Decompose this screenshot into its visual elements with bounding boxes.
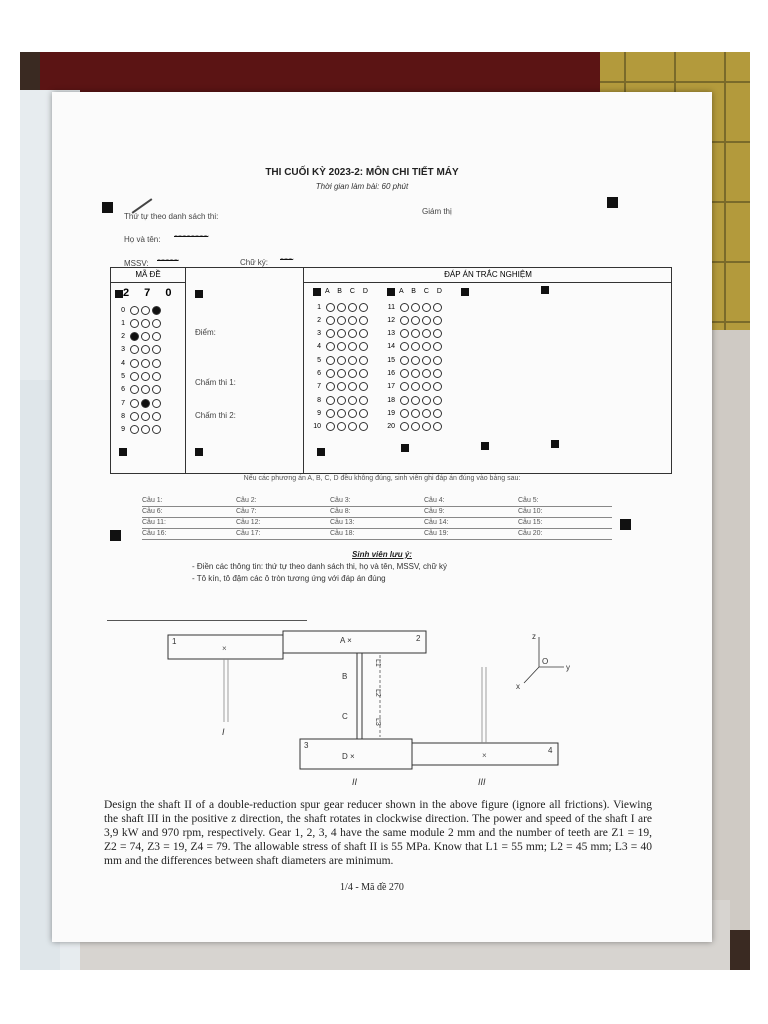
answer-bubble[interactable] — [400, 422, 409, 431]
code-bubble[interactable] — [141, 319, 150, 328]
bottom-marker-5 — [481, 442, 489, 450]
answer-row — [311, 407, 368, 419]
code-bubble-row — [115, 384, 161, 396]
code-bubble-row — [115, 397, 161, 409]
answer-row — [311, 341, 368, 353]
question-number: 20 — [387, 423, 395, 431]
answer-row — [311, 314, 368, 326]
registration-square-tr — [607, 197, 618, 208]
l1-label: L1 — [374, 659, 381, 667]
code-bubble[interactable] — [130, 359, 139, 368]
answer-bubble[interactable] — [337, 422, 346, 431]
svg-text:×: × — [482, 751, 487, 760]
answer-bubble[interactable] — [337, 396, 346, 405]
dapan-header: ĐÁP ÁN TRẮC NGHIỆM — [303, 268, 672, 283]
exam-code-digits: 2 7 0 — [123, 287, 178, 299]
answer-bubble[interactable] — [337, 303, 346, 312]
answer-bubble[interactable] — [359, 422, 368, 431]
chamthi2-label: Chấm thi 2: — [195, 411, 236, 420]
code-bubble[interactable] — [130, 332, 139, 341]
answer-bubble[interactable] — [433, 356, 442, 365]
l2-label: L2 — [374, 689, 381, 697]
answer-bubble[interactable] — [348, 329, 357, 338]
answer-bubble[interactable] — [337, 329, 346, 338]
bottom-marker-1 — [119, 448, 127, 456]
answer-bubble[interactable] — [326, 382, 335, 391]
answer-bubble[interactable] — [400, 342, 409, 351]
svg-text:×: × — [222, 644, 227, 653]
code-bubble[interactable] — [152, 385, 161, 394]
answer-bubble[interactable] — [400, 303, 409, 312]
answer-row — [385, 341, 442, 353]
code-bubble[interactable] — [130, 425, 139, 434]
code-row-number: 7 — [121, 399, 125, 407]
question-number: 16 — [387, 370, 395, 377]
cau-cell[interactable]: Câu 3: — [330, 497, 351, 504]
code-bubble[interactable] — [152, 306, 161, 315]
answer-row — [311, 301, 368, 313]
answer-row — [385, 421, 442, 433]
answer-row — [385, 301, 442, 313]
question-number: 11 — [387, 303, 395, 311]
question-number: 5 — [317, 356, 321, 364]
cau-cell[interactable]: Câu 15: — [518, 519, 543, 526]
grid-divider-1 — [185, 282, 186, 473]
code-bubble[interactable] — [152, 412, 161, 421]
answer-bubble[interactable] — [337, 316, 346, 325]
answer-bubble[interactable] — [400, 329, 409, 338]
order-label: Thứ tự theo danh sách thi: — [124, 212, 219, 221]
question-number: 6 — [317, 370, 321, 377]
code-row-number: 1 — [121, 319, 125, 327]
answer-bubble[interactable] — [433, 303, 442, 312]
gear-4-label: 4 — [548, 746, 553, 755]
axis-y-label: y — [566, 663, 570, 672]
code-bubble[interactable] — [152, 319, 161, 328]
cau-cell[interactable]: Câu 18: — [330, 530, 355, 537]
answer-row — [385, 354, 442, 366]
question-number: 1 — [317, 303, 321, 311]
answer-marker-1 — [313, 288, 321, 296]
code-bubble[interactable] — [152, 359, 161, 368]
answer-bubble[interactable] — [348, 396, 357, 405]
code-bubble[interactable] — [141, 345, 150, 354]
code-bubble[interactable] — [141, 306, 150, 315]
code-bubble[interactable] — [141, 412, 150, 421]
answer-bubble[interactable] — [422, 316, 431, 325]
cau-cell[interactable]: Câu 12: — [236, 519, 261, 526]
answer-marker-2 — [387, 288, 395, 296]
code-row-number: 5 — [121, 373, 125, 380]
answer-bubble[interactable] — [337, 342, 346, 351]
answer-bubble[interactable] — [400, 409, 409, 418]
code-bubble[interactable] — [141, 399, 150, 408]
answer-bubble[interactable] — [400, 369, 409, 378]
answer-bubble[interactable] — [326, 303, 335, 312]
table-row — [142, 507, 612, 518]
point-d-label: D × — [342, 752, 355, 761]
code-bubble[interactable] — [130, 345, 139, 354]
question-number: 18 — [387, 396, 395, 404]
answer-bubble[interactable] — [400, 382, 409, 391]
answer-bubble[interactable] — [433, 369, 442, 378]
answer-bubble[interactable] — [326, 316, 335, 325]
code-bubble[interactable] — [130, 412, 139, 421]
answer-bubble[interactable] — [348, 382, 357, 391]
answer-bubble[interactable] — [348, 316, 357, 325]
answer-bubble[interactable] — [348, 356, 357, 365]
registration-square-mr — [620, 519, 631, 530]
problem-statement: Design the shaft II of a double-reduction spur gear reducer shown in the above figure (ignore all frictions). Viewing the shaft III in the positive z direction, the shaft rotates in clockwise direction. The power and speed of the shaft I are 3,9 kW and 970 rpm, respectively. Gear 1, 2, 3, 4 have the same module 2 mm and the number of teeth are Z1 = 19, Z2 = 74, Z3 = 19, Z4 = 79. The allowable stress of shaft II is 55 MPa. Know that L1 = 55 mm; L2 = 45 mm; L3 = 40 mm and the differences between shaft diameters are minimum. — [104, 799, 652, 867]
question-number: 12 — [387, 316, 395, 324]
answer-bubble[interactable] — [359, 329, 368, 338]
answer-bubble[interactable] — [400, 356, 409, 365]
question-number: 13 — [387, 330, 395, 338]
answer-bubble[interactable] — [337, 369, 346, 378]
cau-cell[interactable]: Câu 1: — [142, 497, 163, 504]
answer-bubble[interactable] — [400, 396, 409, 405]
answer-bubble[interactable] — [348, 342, 357, 351]
answer-bubble[interactable] — [433, 342, 442, 351]
answer-bubble[interactable] — [337, 356, 346, 365]
answer-row — [385, 407, 442, 419]
answer-bubble[interactable] — [422, 303, 431, 312]
code-bubble[interactable] — [152, 372, 161, 381]
code-bubble-row — [115, 357, 161, 369]
answer-row — [311, 354, 368, 366]
answer-bubble[interactable] — [411, 356, 420, 365]
axis-z-label: z — [532, 632, 536, 641]
answer-bubble[interactable] — [411, 303, 420, 312]
answer-bubble[interactable] — [411, 342, 420, 351]
cau-cell[interactable]: Câu 11: — [142, 519, 166, 526]
answer-bubble[interactable] — [337, 409, 346, 418]
shaft-2-label: II — [352, 777, 358, 787]
separator-line — [107, 620, 307, 621]
answer-sheet-grid — [110, 267, 672, 474]
answer-bubble[interactable] — [359, 396, 368, 405]
answer-bubble[interactable] — [422, 369, 431, 378]
table-row — [142, 518, 612, 529]
answer-bubble[interactable] — [411, 422, 420, 431]
code-row-number: 8 — [121, 412, 125, 420]
cau-cell[interactable]: Câu 8: — [330, 508, 351, 515]
question-number: 15 — [387, 356, 395, 364]
question-number: 19 — [387, 409, 395, 417]
code-bubble-row — [115, 344, 161, 356]
code-row-number: 0 — [121, 306, 125, 314]
code-bubble[interactable] — [141, 372, 150, 381]
answer-bubble[interactable] — [400, 316, 409, 325]
answer-bubble[interactable] — [359, 382, 368, 391]
cau-cell[interactable]: Câu 5: — [518, 497, 539, 504]
answer-bubble[interactable] — [433, 382, 442, 391]
cau-cell[interactable]: Câu 2: — [236, 497, 257, 504]
answer-bubble[interactable] — [326, 329, 335, 338]
code-bubble[interactable] — [130, 319, 139, 328]
answer-bubble[interactable] — [359, 369, 368, 378]
question-number: 2 — [317, 316, 321, 324]
gear-1-label: 1 — [172, 637, 177, 646]
cau-cell[interactable]: Câu 9: — [424, 508, 445, 515]
question-number: 14 — [387, 343, 395, 351]
answer-bubble[interactable] — [348, 409, 357, 418]
cau-cell[interactable]: Câu 20: — [518, 530, 543, 537]
bottom-marker-2 — [195, 448, 203, 456]
cau-cell[interactable]: Câu 6: — [142, 508, 163, 515]
page-footer: 1/4 - Mã đề 270 — [340, 882, 404, 893]
choice-letters-right: A B C D — [399, 288, 445, 295]
cau-cell[interactable]: Câu 19: — [424, 530, 449, 537]
point-c-label: C — [342, 712, 348, 721]
question-number: 7 — [317, 383, 321, 391]
answer-bubble[interactable] — [433, 329, 442, 338]
code-marker-square — [115, 290, 123, 298]
gear-2-rect — [283, 631, 426, 653]
bottom-marker-4 — [401, 444, 409, 452]
code-bubble[interactable] — [130, 372, 139, 381]
registration-square-ml — [110, 530, 121, 541]
axis-x-line — [524, 667, 539, 683]
chamthi1-label: Chấm thi 1: — [195, 378, 236, 387]
code-bubble[interactable] — [130, 385, 139, 394]
answer-bubble[interactable] — [433, 409, 442, 418]
registration-square-tl — [102, 202, 113, 213]
gear-3-label: 3 — [304, 741, 309, 750]
shaft-3-label: III — [478, 777, 486, 787]
answer-bubble[interactable] — [326, 422, 335, 431]
proctor-label: Giám thị — [422, 207, 452, 216]
answer-bubble[interactable] — [422, 409, 431, 418]
question-number: 3 — [317, 330, 321, 338]
bottom-marker-3 — [317, 448, 325, 456]
cau-cell[interactable]: Câu 10: — [518, 508, 543, 515]
answer-row — [311, 368, 368, 380]
answer-bubble[interactable] — [359, 342, 368, 351]
answer-bubble[interactable] — [359, 303, 368, 312]
gear-reducer-diagram — [152, 627, 572, 792]
answer-bubble[interactable] — [348, 369, 357, 378]
axis-x-label: x — [516, 682, 520, 691]
answer-row — [311, 421, 368, 433]
code-row-number: 3 — [121, 346, 125, 354]
mssv-label: MSSV: — [124, 259, 149, 268]
axis-o-label: O — [542, 657, 549, 666]
answer-bubble[interactable] — [422, 422, 431, 431]
answer-bubble[interactable] — [411, 316, 420, 325]
code-row-number: 2 — [121, 333, 125, 341]
answer-bubble[interactable] — [422, 382, 431, 391]
l3-label: L3 — [374, 718, 381, 726]
answer-bubble[interactable] — [359, 316, 368, 325]
cau-cell[interactable]: Câu 13: — [330, 519, 355, 526]
instruction-line: Nếu các phương án A, B, C, D đều không đúng, sinh viên ghi đáp án đúng vào bảng sau: — [243, 475, 521, 482]
answer-row — [385, 381, 442, 393]
question-number: 10 — [313, 423, 321, 431]
code-bubble[interactable] — [130, 399, 139, 408]
choice-letters-left: A B C D — [325, 288, 371, 295]
table-row — [142, 496, 612, 507]
answer-bubble[interactable] — [411, 396, 420, 405]
answer-row — [385, 394, 442, 406]
exam-paper — [52, 92, 712, 942]
answer-bubble[interactable] — [433, 422, 442, 431]
code-bubble[interactable] — [141, 332, 150, 341]
gear-3-rect — [300, 739, 412, 769]
answer-bubble[interactable] — [411, 382, 420, 391]
code-bubble[interactable] — [152, 399, 161, 408]
answer-row — [311, 328, 368, 340]
answer-row — [311, 394, 368, 406]
code-bubble[interactable] — [152, 332, 161, 341]
code-bubble[interactable] — [141, 385, 150, 394]
gear-2-label: 2 — [416, 634, 421, 643]
answer-bubble[interactable] — [359, 356, 368, 365]
answer-row — [311, 381, 368, 393]
name-scribble: ~~~~~~~~ — [174, 231, 209, 241]
diem-label: Điểm: — [195, 328, 216, 337]
answer-bubble[interactable] — [337, 382, 346, 391]
question-number: 8 — [317, 396, 321, 404]
answer-bubble[interactable] — [433, 316, 442, 325]
code-row-number: 9 — [121, 426, 125, 434]
answer-row — [385, 314, 442, 326]
point-b-label: B — [342, 672, 348, 681]
answer-bubble[interactable] — [326, 396, 335, 405]
cau-cell[interactable]: Câu 17: — [236, 530, 261, 537]
grid-divider-2 — [303, 282, 304, 473]
mssv-scribble: ~~~~~ — [157, 255, 179, 265]
note-line-1: - Điền các thông tin: thứ tự theo danh sách thi, họ và tên, MSSV, chữ ký — [192, 562, 448, 571]
code-bubble[interactable] — [152, 345, 161, 354]
shaft-1-label: I — [222, 727, 225, 737]
answer-bubble[interactable] — [411, 409, 420, 418]
exam-title: THI CUỐI KỲ 2023-2: MÔN CHI TIẾT MÁY — [265, 167, 459, 178]
bottom-marker-6 — [551, 440, 559, 448]
answer-row — [385, 368, 442, 380]
answer-marker-3 — [461, 288, 469, 296]
cau-cell[interactable]: Câu 14: — [424, 519, 449, 526]
answer-bubble[interactable] — [422, 329, 431, 338]
code-row-number: 4 — [121, 359, 125, 367]
answer-bubble[interactable] — [422, 396, 431, 405]
signature-scribble: ~~~ — [280, 254, 293, 264]
answer-correction-table — [142, 496, 612, 540]
code-bubble[interactable] — [130, 306, 139, 315]
answer-bubble[interactable] — [326, 409, 335, 418]
question-number: 9 — [317, 409, 321, 417]
answer-bubble[interactable] — [359, 409, 368, 418]
question-number: 17 — [387, 383, 395, 391]
answer-bubble[interactable] — [326, 356, 335, 365]
answer-bubble[interactable] — [348, 422, 357, 431]
answer-marker-4 — [541, 286, 549, 294]
made-header: MÃ ĐỀ — [111, 268, 186, 283]
answer-bubble[interactable] — [326, 342, 335, 351]
answer-bubble[interactable] — [411, 369, 420, 378]
answer-bubble[interactable] — [422, 356, 431, 365]
answer-bubble[interactable] — [433, 396, 442, 405]
code-bubble[interactable] — [152, 425, 161, 434]
answer-bubble[interactable] — [326, 369, 335, 378]
note-line-2: - Tô kín, tô đậm các ô tròn tương ứng với đáp án đúng — [192, 574, 386, 583]
code-bubble-row — [115, 331, 161, 343]
signature-label: Chữ ký: — [240, 258, 269, 267]
exam-subtitle: Thời gian làm bài: 60 phút — [315, 182, 409, 191]
note-title: Sinh viên lưu ý: — [352, 550, 412, 559]
score-marker-square — [195, 290, 203, 298]
code-bubble-row — [115, 304, 161, 316]
table-row — [142, 529, 612, 540]
code-bubble-row — [115, 410, 161, 422]
answer-bubble[interactable] — [422, 342, 431, 351]
cau-cell[interactable]: Câu 16: — [142, 530, 167, 537]
code-bubble-row — [115, 317, 161, 329]
answer-bubble[interactable] — [348, 303, 357, 312]
cau-cell[interactable]: Câu 4: — [424, 497, 445, 504]
answer-row — [385, 328, 442, 340]
code-bubble[interactable] — [141, 425, 150, 434]
code-row-number: 6 — [121, 386, 125, 394]
answer-bubble[interactable] — [411, 329, 420, 338]
code-bubble-row — [115, 424, 161, 436]
point-a-label: A × — [340, 636, 352, 645]
code-bubble-row — [115, 371, 161, 383]
cau-cell[interactable]: Câu 7: — [236, 508, 257, 515]
code-bubble[interactable] — [141, 359, 150, 368]
question-number: 4 — [317, 343, 321, 351]
name-label: Họ và tên: — [124, 235, 161, 244]
